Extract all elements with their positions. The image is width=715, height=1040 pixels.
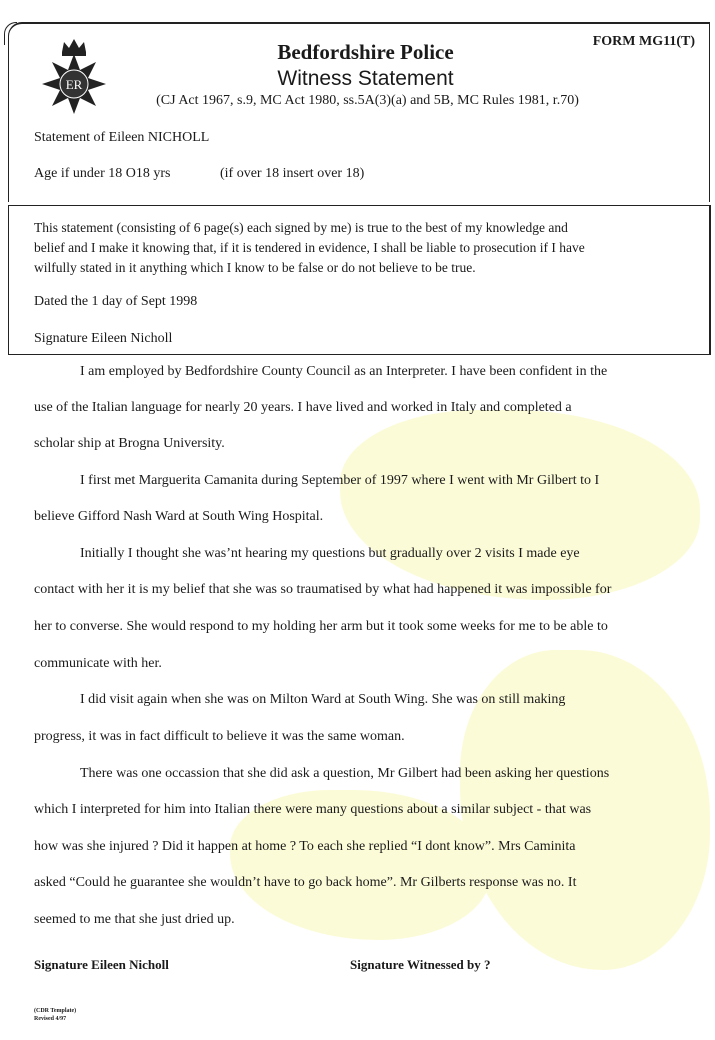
footer-signature: Signature Eileen Nicholl	[34, 957, 169, 972]
dated-line: Dated the 1 day of Sept 1998	[34, 294, 198, 309]
statement-of: Statement of Eileen NICHOLL	[34, 130, 210, 145]
template-label: (CDR Template)	[34, 1008, 77, 1014]
age-line: Age if under 18 O18 yrs	[34, 166, 171, 181]
age-note: (if over 18 insert over 18)	[220, 166, 365, 181]
declaration-signature: Signature Eileen Nicholl	[34, 331, 173, 346]
statement-line: believe Gifford Nash Ward at South Wing Hospital.	[34, 509, 324, 524]
statement-line: how was she injured ? Did it happen at home ? To each she replied “I dont know”. Mrs Caminita	[34, 839, 576, 854]
statement-line: I first met Marguerita Camanita during September of 1997 where I went with Mr Gilbert to I	[80, 473, 600, 488]
declaration-text	[34, 218, 684, 278]
statement-line: I am employed by Bedfordshire County Council as an Interpreter. I have been confident in the	[80, 364, 608, 379]
statement-line: There was one occassion that she did ask a question, Mr Gilbert had been asking her questions	[80, 766, 610, 781]
statement-line: scholar ship at Brogna University.	[34, 436, 225, 451]
form-code: FORM MG11(T)	[592, 34, 695, 49]
declaration-line: belief and I make it knowing that, if it is tendered in evidence, I shall be liable to prosecution if I have	[34, 240, 585, 255]
witness-signature: Signature Witnessed by ?	[350, 957, 491, 972]
statement-line: Initially I thought she was’nt hearing my questions but gradually over 2 visits I made eye	[80, 546, 580, 561]
statement-line: communicate with her.	[34, 656, 162, 671]
statement-line: contact with her it is my belief that she was so traumatised by what had happened it was impossible for	[34, 582, 612, 597]
statement-line: her to converse. She would respond to my holding her arm but it took some weeks for me to be able to	[34, 619, 608, 634]
declaration-line: wilfully stated in it anything which I know to be false or do not believe to be true.	[34, 260, 476, 275]
declaration-line: This statement (consisting of 6 page(s) each signed by me) is true to the best of my knowledge and	[34, 220, 568, 235]
statement-line: seemed to me that she just dried up.	[34, 912, 235, 927]
statement-line: which I interpreted for him into Italian there were many questions about a similar subject - that was	[34, 802, 592, 817]
statement-line: I did visit again when she was on Milton Ward at South Wing. She was on still making	[80, 692, 566, 707]
force-name: Bedfordshire Police	[277, 40, 454, 64]
statement-line: use of the Italian language for nearly 20 years. I have lived and worked in Italy and completed a	[34, 400, 572, 415]
document-title: Witness Statement	[277, 67, 454, 90]
statement-line: progress, it was in fact difficult to believe it was the same woman.	[34, 729, 405, 744]
revision-label: Revised 4/97	[34, 1016, 67, 1022]
paper-stain	[340, 410, 700, 600]
legal-reference: (CJ Act 1967, s.9, MC Act 1980, ss.5A(3)(a) and 5B, MC Rules 1981, r.70)	[156, 93, 579, 108]
crest-letters: ER	[65, 77, 83, 92]
statement-line: asked “Could he guarantee she wouldn’t have to go back home”. Mr Gilberts response was no. It	[34, 875, 577, 890]
